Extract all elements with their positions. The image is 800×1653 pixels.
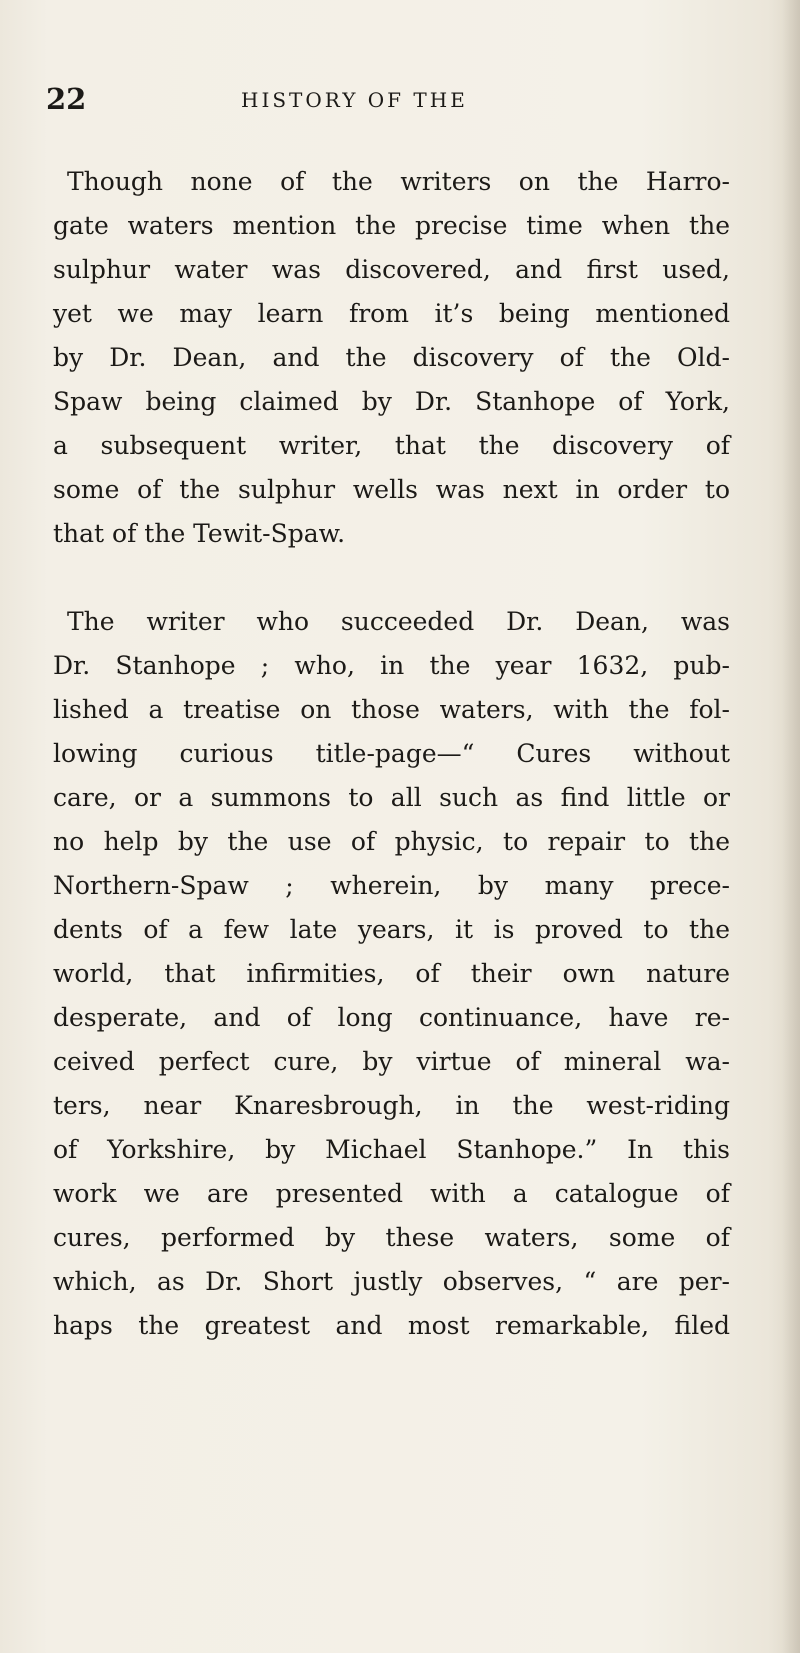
text-line: haps the greatest and most remarkable, filed bbox=[53, 1311, 730, 1340]
text-line: some of the sulphur wells was next in order to bbox=[53, 475, 730, 504]
text-line: Though none of the writers on the Harro- bbox=[67, 167, 730, 196]
paragraph-gap bbox=[53, 556, 730, 600]
text-line: world, that infirmities, of their own nature bbox=[53, 959, 730, 988]
text-line: yet we may learn from it’s being mentioned bbox=[53, 299, 730, 328]
page-number: 22 bbox=[46, 82, 87, 116]
text-line: by Dr. Dean, and the discovery of the Old- bbox=[53, 343, 730, 372]
text-line: work we are presented with a catalogue of bbox=[53, 1179, 730, 1208]
text-line: gate waters mention the precise time when the bbox=[53, 211, 730, 240]
text-line: ters, near Knaresbrough, in the west-riding bbox=[53, 1091, 730, 1120]
text-line: desperate, and of long continuance, have re- bbox=[53, 1003, 730, 1032]
page-header bbox=[46, 82, 746, 122]
text-line: lowing curious title-page—“ Cures without bbox=[53, 739, 730, 768]
text-line: Dr. Stanhope ; who, in the year 1632, pub- bbox=[53, 651, 730, 680]
body-text bbox=[53, 160, 730, 1348]
text-line: dents of a few late years, it is proved to the bbox=[53, 915, 730, 944]
text-line: cures, performed by these waters, some of bbox=[53, 1223, 730, 1252]
page-edge-shadow bbox=[782, 0, 800, 1653]
text-line: The writer who succeeded Dr. Dean, was bbox=[67, 607, 730, 636]
text-line: ceived perfect cure, by virtue of mineral wa- bbox=[53, 1047, 730, 1076]
text-line: Spaw being claimed by Dr. Stanhope of York, bbox=[53, 387, 730, 416]
text-line: sulphur water was discovered, and first used, bbox=[53, 255, 730, 284]
text-line: of Yorkshire, by Michael Stanhope.” In this bbox=[53, 1135, 730, 1164]
running-head: HISTORY OF THE bbox=[241, 88, 468, 112]
text-line: no help by the use of physic, to repair to the bbox=[53, 827, 730, 856]
text-line: care, or a summons to all such as find little or bbox=[53, 783, 730, 812]
text-line: Northern-Spaw ; wherein, by many prece- bbox=[53, 871, 730, 900]
text-line: that of the Tewit-Spaw. bbox=[53, 519, 346, 548]
text-line: a subsequent writer, that the discovery of bbox=[53, 431, 730, 460]
text-line: lished a treatise on those waters, with the fol- bbox=[53, 695, 730, 724]
text-line: which, as Dr. Short justly observes, “ are per- bbox=[53, 1267, 730, 1296]
